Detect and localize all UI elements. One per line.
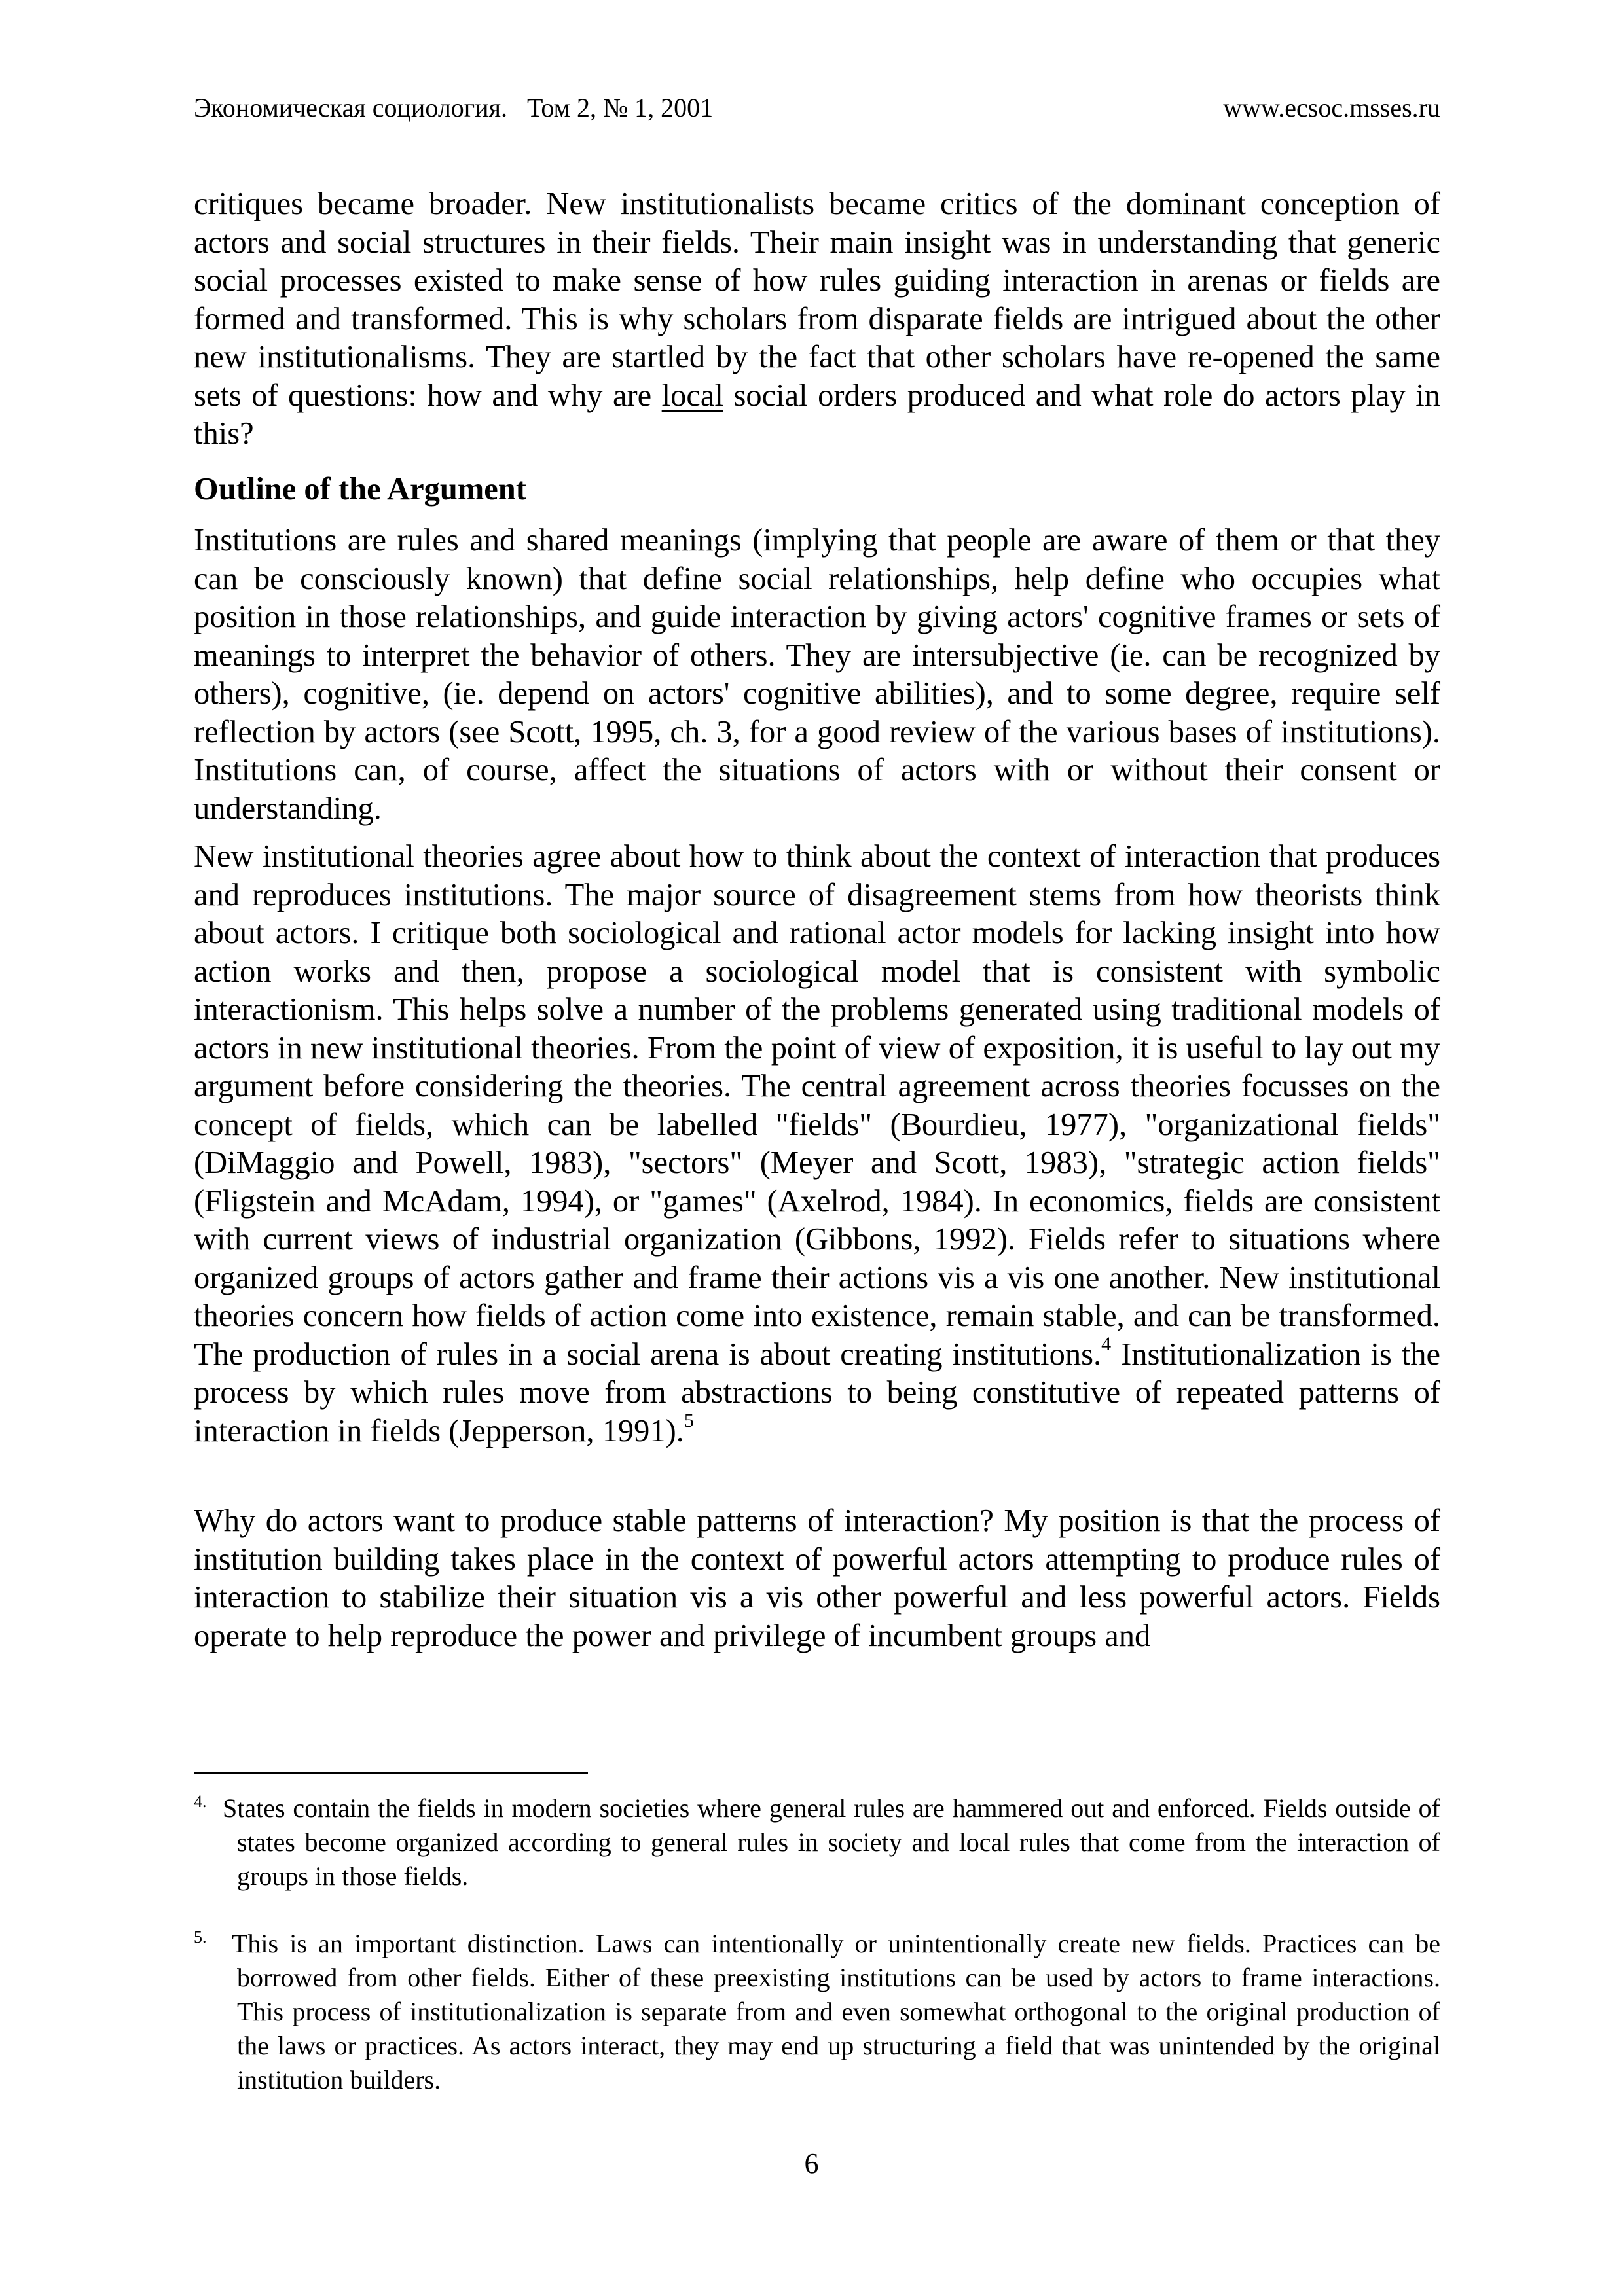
paragraph-2: Institutions are rules and shared meanings (implying that people are aware of them or that they can be consciously known) that define social relationships, help define who occupies what position in those relationships, and guide interaction by giving actors' cognitive frames or sets of meanings to interpret the behavior of others. They are intersubjective (ie. can be recognized by others), cognitive, (ie. depend on actors' cognitive abilities), and to some degree, require self reflection by actors (see Scott, 1995, ch. 3, for a good review of the various bases of institutions). Institutions can, of course, affect the situations of actors with or without their consent or understanding. xyxy=(194,523,1440,826)
paragraph-4: Why do actors want to produce stable patterns of interaction? My position is that the process of institution building takes place in the context of powerful actors attempting to produce rules of interaction to stabilize their situation vis a vis other powerful and less powerful actors. Fields operate to help reproduce the power and privilege of incumbent groups and xyxy=(194,1503,1440,1653)
paragraph-3-text-b: Institutionalization is the process by which rules move from abstractions to being constitutive of repeated patterns of interaction in fields (Jepperson, 1991). xyxy=(194,1336,1440,1448)
footnote-separator xyxy=(194,1772,588,1774)
paragraph-3 xyxy=(194,838,1440,1450)
journal-website: www.ecsoc.msses.ru xyxy=(1223,93,1440,122)
footnote-text: This is an important distinction. Laws can intentionally or unintentionally create new fields. Practices can be borrowed from other fields. Either of these preexisting institutions can be used by actors to frame interactions. This process of institutionalization is separate from and even somewhat orthogonal to the original production of the laws or practices. As actors interact, they may end up structuring a field that was unintended by the original institution builders. xyxy=(232,1929,1440,2094)
page-number: 6 xyxy=(804,2147,819,2179)
footnote-5 xyxy=(194,1927,1440,2097)
journal-title: Экономическая социология. Том 2, № 1, 2001 xyxy=(194,93,714,122)
footnote-4 xyxy=(194,1791,1440,1893)
footnote-ref-4[interactable]: 4 xyxy=(1101,1333,1112,1355)
paragraph-1-text-a: critiques became broader. New institutionalists became critics of the dominant conception of actors and social structures in their fields. Their main insight was in understanding that generic social processes existed to make sense of how rules guiding interaction in arenas or fields are formed and transformed. This is why scholars from disparate fields are intrigued about the other new institutionalisms. They are startled by the fact that other scholars have re-opened the same sets of questions: how and why are xyxy=(194,187,1440,413)
footnote-ref-5[interactable]: 5 xyxy=(684,1409,694,1431)
paragraph-1 xyxy=(194,185,1440,454)
paragraph-1-text-b: social orders produced and what role do actors play in this? xyxy=(194,378,1440,451)
section-heading: Outline of the Argument xyxy=(194,472,526,507)
footnote-text: States contain the fields in modern societies where general rules are hammered out and enforced. Fields outside of states become organized according to general rules in society and local rules that come from the interaction of groups in those fields. xyxy=(223,1793,1440,1891)
footnote-number: 5. xyxy=(194,1928,207,1946)
paragraph-3-text-a: New institutional theories agree about how to think about the context of interaction that produces and reproduces institutions. The major source of disagreement stems from how theorists think about actors. I critique both sociological and rational actor models for lacking insight into how action works and then, propose a sociological model that is consistent with symbolic interactionism. This helps solve a number of the problems generated using traditional models of actors in new institutional theories. From the point of view of exposition, it is useful to lay out my argument before considering the theories. The central agreement across theories focusses on the concept of fields, which can be labelled "fields" (Bourdieu, 1977), "organizational fields" (DiMaggio and Powell, 1983), "sectors" (Meyer and Scott, 1983), "strategic action fields" (Fligstein and McAdam, 1994), or "games" (Axelrod, 1984). In economics, fields are consistent with current views of industrial organization (Gibbons, 1992). Fields refer to situations where organized groups of actors gather and frame their actions vis a vis one another. New institutional theories concern how fields of action come into existence, remain stable, and can be transformed. The production of rules in a social arena is about creating institutions. xyxy=(194,839,1440,1372)
running-header xyxy=(194,92,1440,124)
emphasized-word-local: local xyxy=(661,378,723,413)
footnote-number: 4. xyxy=(194,1792,207,1811)
